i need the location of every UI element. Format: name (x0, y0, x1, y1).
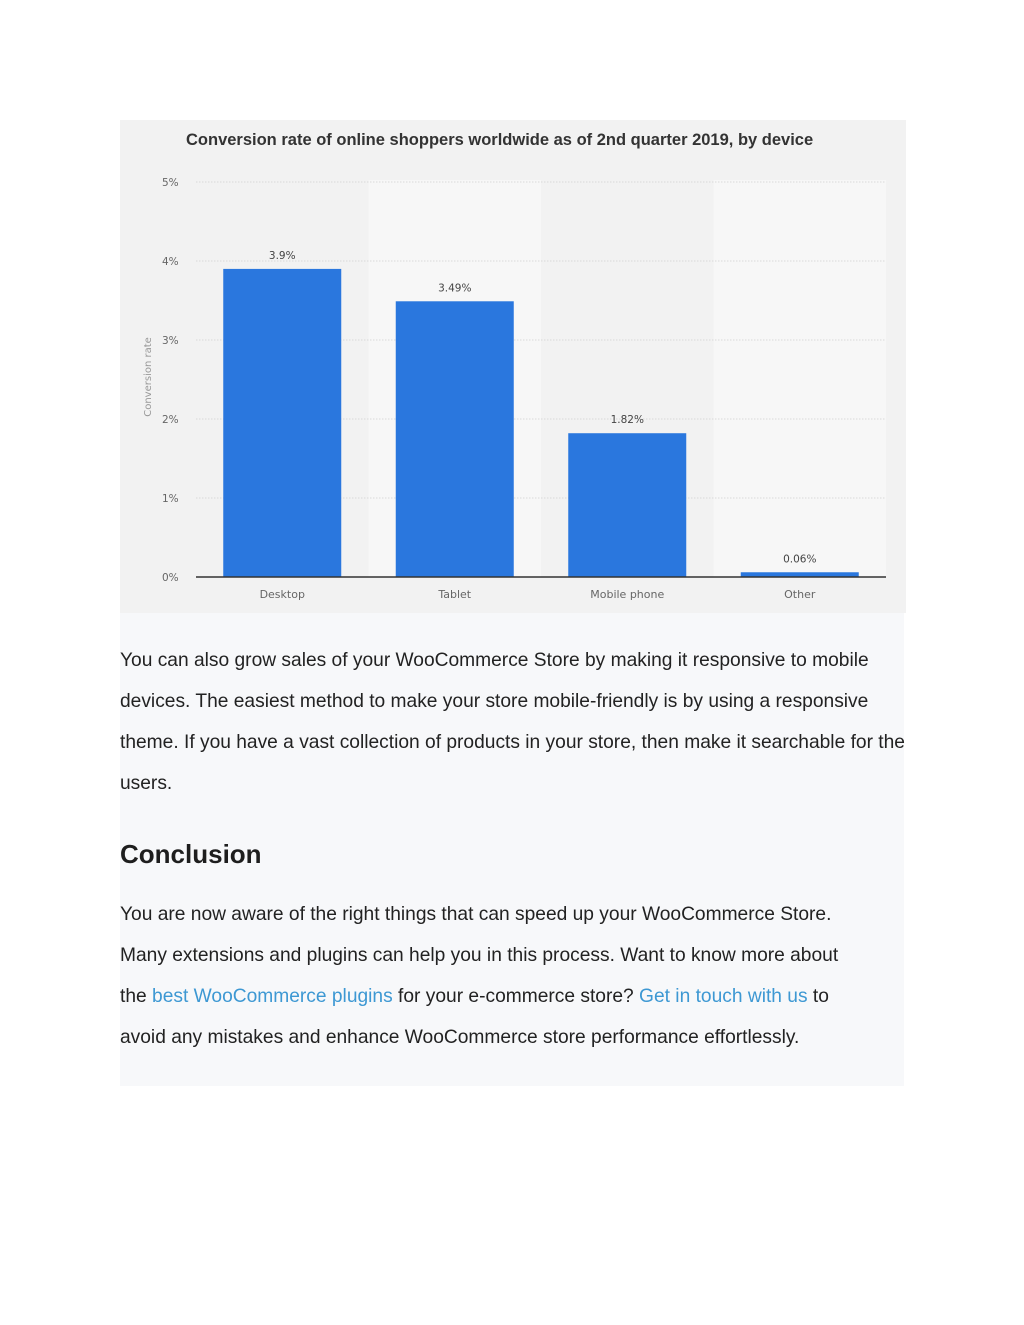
best-woocommerce-plugins-link[interactable]: best WooCommerce plugins (152, 986, 393, 1007)
conclusion-line-1: You are now aware of the right things that can speed up your WooCommerce Store. (120, 904, 832, 925)
y-tick-labels (162, 177, 179, 584)
get-in-touch-link[interactable]: Get in touch with us (639, 986, 808, 1007)
article-body (120, 640, 910, 1058)
x-tick-label: Other (784, 588, 816, 601)
paragraph-conclusion (120, 894, 910, 1058)
y-tick-label: 0% (162, 572, 179, 584)
x-tick-label: Tablet (438, 588, 472, 601)
conversion-rate-chart (120, 120, 906, 613)
y-tick-label: 3% (162, 335, 179, 347)
conclusion-heading: Conclusion (120, 839, 262, 869)
category-band (714, 180, 887, 577)
data-label: 3.49% (438, 282, 472, 295)
x-tick-label: Mobile phone (590, 588, 665, 601)
paragraph-mobile-responsive: You can also grow sales of your WooCommerce Store by making it responsive to mobile devices. The easiest method to make your store mobile-friendly is by using a responsive theme. If you have a vast collection of products in your store, then make it searchable for the users. (120, 650, 905, 794)
y-tick-label: 5% (162, 177, 179, 189)
y-tick-label: 2% (162, 414, 179, 426)
y-tick-label: 1% (162, 493, 179, 505)
bar (568, 433, 686, 577)
conclusion-line-3 (120, 976, 910, 1017)
chart-title: Conversion rate of online shoppers worldwide as of 2nd quarter 2019, by device (186, 131, 814, 149)
y-tick-label: 4% (162, 256, 179, 268)
text-the: the (120, 986, 147, 1007)
bar (396, 301, 514, 577)
data-label: 1.82% (610, 414, 644, 427)
x-tick-label: Desktop (259, 588, 305, 601)
data-label: 0.06% (783, 553, 817, 566)
x-tick-labels (260, 588, 816, 601)
data-label: 3.9% (268, 249, 296, 262)
conclusion-line-2: Many extensions and plugins can help you in this process. Want to know more about (120, 945, 839, 966)
text-ecommerce-store: for your e-commerce store? (398, 986, 634, 1007)
chart-svg (120, 120, 906, 613)
bar (223, 269, 341, 577)
y-axis-title: Conversion rate (143, 337, 154, 417)
conclusion-line-4: avoid any mistakes and enhance WooCommerce store performance effortlessly. (120, 1027, 800, 1048)
text-to: to (812, 986, 829, 1007)
